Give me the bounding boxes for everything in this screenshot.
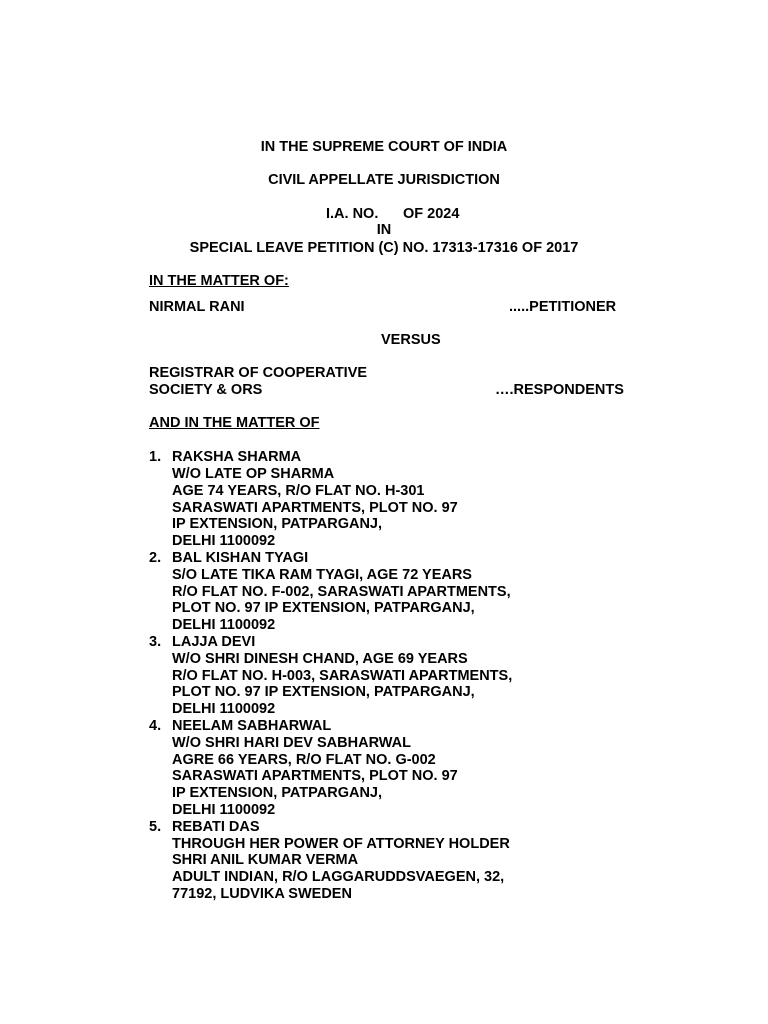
party-detail-line: R/O FLAT NO. F-002, SARASWATI APARTMENTS, xyxy=(172,584,511,600)
party-detail-line: IP EXTENSION, PATPARGANJ, xyxy=(172,785,383,801)
party-detail-line: PLOT NO. 97 IP EXTENSION, PATPARGANJ, xyxy=(172,600,475,616)
party-detail-line: DELHI 1100092 xyxy=(172,533,276,549)
party-detail-line: W/O LATE OP SHARMA xyxy=(172,466,335,482)
versus-label: VERSUS xyxy=(381,332,441,348)
party-name: RAKSHA SHARMA xyxy=(172,449,302,465)
party-number: 4. xyxy=(149,718,162,734)
petitioner-role: .....PETITIONER xyxy=(509,299,617,315)
party-name: LAJJA DEVI xyxy=(172,634,256,650)
party-detail-line: THROUGH HER POWER OF ATTORNEY HOLDER xyxy=(172,836,510,852)
party-detail-line: SARASWATI APARTMENTS, PLOT NO. 97 xyxy=(172,500,458,516)
party-detail-line: SHRI ANIL KUMAR VERMA xyxy=(172,852,359,868)
ia-number-year: OF 2024 xyxy=(403,206,460,222)
party-detail-line: DELHI 1100092 xyxy=(172,701,276,717)
party-detail-line: AGRE 66 YEARS, R/O FLAT NO. G-002 xyxy=(172,752,436,768)
party-detail-line: W/O SHRI DINESH CHAND, AGE 69 YEARS xyxy=(172,651,468,667)
slp-title: SPECIAL LEAVE PETITION (C) NO. 17313-17316 OF 2017 xyxy=(189,240,579,256)
party-name: BAL KISHAN TYAGI xyxy=(172,550,309,566)
ia-number-prefix: I.A. NO. xyxy=(326,206,379,222)
and-in-the-matter-of-heading: AND IN THE MATTER OF xyxy=(149,415,320,431)
party-detail-line: W/O SHRI HARI DEV SABHARWAL xyxy=(172,735,411,751)
party-detail-line: AGE 74 YEARS, R/O FLAT NO. H-301 xyxy=(172,483,425,499)
party-detail-line: S/O LATE TIKA RAM TYAGI, AGE 72 YEARS xyxy=(172,567,472,583)
party-detail-line: 77192, LUDVIKA SWEDEN xyxy=(172,886,352,902)
respondent-name-line1: REGISTRAR OF COOPERATIVE xyxy=(149,365,368,381)
party-detail-line: PLOT NO. 97 IP EXTENSION, PATPARGANJ, xyxy=(172,684,475,700)
petitioner-name: NIRMAL RANI xyxy=(149,299,245,315)
jurisdiction-title: CIVIL APPELLATE JURISDICTION xyxy=(268,172,500,188)
party-number: 3. xyxy=(149,634,162,650)
respondent-name-line2: SOCIETY & ORS xyxy=(149,382,263,398)
party-detail-line: R/O FLAT NO. H-003, SARASWATI APARTMENTS, xyxy=(172,668,513,684)
party-name: REBATI DAS xyxy=(172,819,260,835)
party-detail-line: DELHI 1100092 xyxy=(172,802,276,818)
party-number: 2. xyxy=(149,550,162,566)
respondent-role: ….RESPONDENTS xyxy=(495,382,624,398)
in-the-matter-of-heading: IN THE MATTER OF: xyxy=(149,273,289,289)
party-detail-line: SARASWATI APARTMENTS, PLOT NO. 97 xyxy=(172,768,458,784)
party-detail-line: DELHI 1100092 xyxy=(172,617,276,633)
party-detail-line: IP EXTENSION, PATPARGANJ, xyxy=(172,516,383,532)
in-connector: IN xyxy=(376,222,392,238)
party-name: NEELAM SABHARWAL xyxy=(172,718,332,734)
party-number: 1. xyxy=(149,449,162,465)
party-detail-line: ADULT INDIAN, R/O LAGGARUDDSVAEGEN, 32, xyxy=(172,869,505,885)
court-title: IN THE SUPREME COURT OF INDIA xyxy=(260,139,508,155)
party-number: 5. xyxy=(149,819,162,835)
